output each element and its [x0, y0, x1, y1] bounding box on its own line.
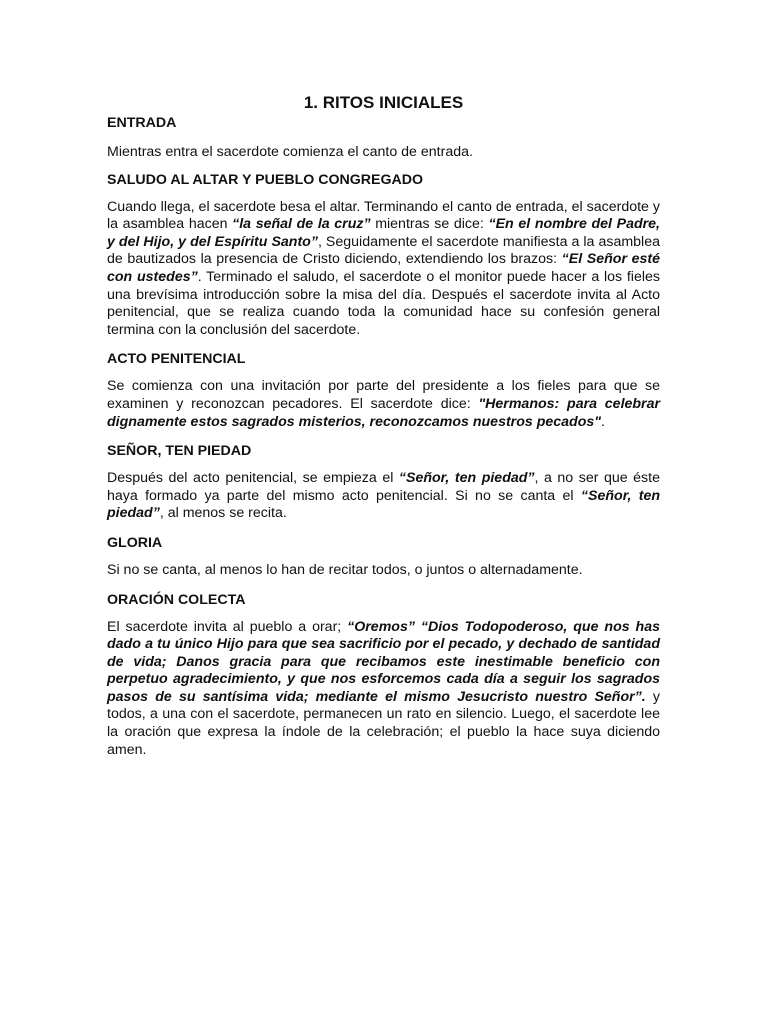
section-heading-entrada: ENTRADA [107, 115, 177, 131]
emphasized-quote: “Señor, ten piedad” [398, 470, 535, 487]
emphasized-quote: “Oremos” [347, 618, 415, 635]
page-title: 1. RITOS INICIALES [303, 93, 464, 112]
section-paragraph-senor-ten-piedad [107, 470, 660, 523]
paragraph-text: . Terminado el saludo, el sacerdote o el monitor puede hacer a los fieles una brevísima introducción sobre la misa del día. Después el sacerdote invita al Acto penitencial, que se realiza cuando toda la comunidad hace su confesión general termina con la conclusión del sacerdote. [107, 268, 660, 338]
section-heading-oracion-colecta: ORACIÓN COLECTA [107, 591, 246, 608]
paragraph-text: , Seguidamente el sacerdote manifiesta a la asamblea de bautizados la presencia de Cristo diciendo, extendiendo los brazos: [107, 233, 660, 268]
section-paragraph-oracion-colecta [107, 619, 660, 760]
paragraph-text: . [601, 413, 605, 430]
emphasized-quote: “El Señor esté con ustedes” [107, 251, 660, 285]
paragraph-text: , al menos se recita. [159, 505, 287, 522]
paragraph-text: mientras se dice: [370, 216, 489, 233]
paragraph-text: , a no ser que éste haya formado ya parte del mismo acto penitencial. Si no se canta el [107, 470, 660, 504]
paragraph-text: Mientras entra el sacerdote comienza el canto de entrada. [107, 144, 473, 160]
emphasized-quote: "Hermanos: para celebrar dignamente estos sagrados misterios, reconozcamos nuestros pecados" [107, 395, 660, 430]
section-paragraph-entrada [107, 144, 660, 162]
section-heading-acto-penitencial: ACTO PENITENCIAL [107, 351, 246, 368]
paragraph-text: Si no se canta, al menos lo han de recitar todos, o juntos o alternadamente. [107, 561, 583, 578]
section-heading-gloria: GLORIA [107, 534, 163, 551]
document-page [107, 92, 660, 759]
emphasized-quote: “Señor, ten piedad” [107, 487, 660, 522]
emphasized-quote: “la señal de la cruz” [232, 216, 371, 233]
paragraph-text: y todos, a una con el sacerdote, permanecen un rato en silencio. Luego, el sacerdote lee la oración que expresa la índole de la celebración; el pueblo la hace suya diciendo amen. [107, 688, 660, 758]
section-paragraph-saludo [107, 199, 660, 340]
section-paragraph-gloria [107, 562, 660, 580]
paragraph-text: Se comienza con una invitación por parte del presidente a los fieles para que se examinen y reconozcan pecadores. El sacerdote dice: [107, 378, 660, 412]
paragraph-text: Cuando llega, el sacerdote besa el altar. Terminando el canto de entrada, el sacerdote y la asamblea hacen [107, 198, 660, 233]
paragraph-text: Después del acto penitencial, se empieza el [107, 470, 399, 487]
section-heading-saludo: SALUDO AL ALTAR Y PUEBLO CONGREGADO [107, 171, 424, 188]
emphasized-quote: “Dios Todopoderoso, que nos has dado a tu único Hijo para que sea sacrificio por el pecado, y dechado de santidad de vida; Danos gracia para que recibamos este inestimable beneficio con perpetuo agradecimiento, y que nos esforcemos cada día a seguir los sagrados pasos de su santísima vida; mediante el mismo Jesucristo nuestro Señor”. [107, 618, 660, 705]
section-paragraph-acto-penitencial [107, 378, 660, 431]
emphasized-quote: “En el nombre del Padre, y del Hijo, y del Espíritu Santo” [107, 216, 660, 250]
paragraph-text: El sacerdote invita al pueblo a orar; [107, 618, 348, 635]
section-heading-senor-ten-piedad: SEÑOR, TEN PIEDAD [107, 443, 252, 460]
